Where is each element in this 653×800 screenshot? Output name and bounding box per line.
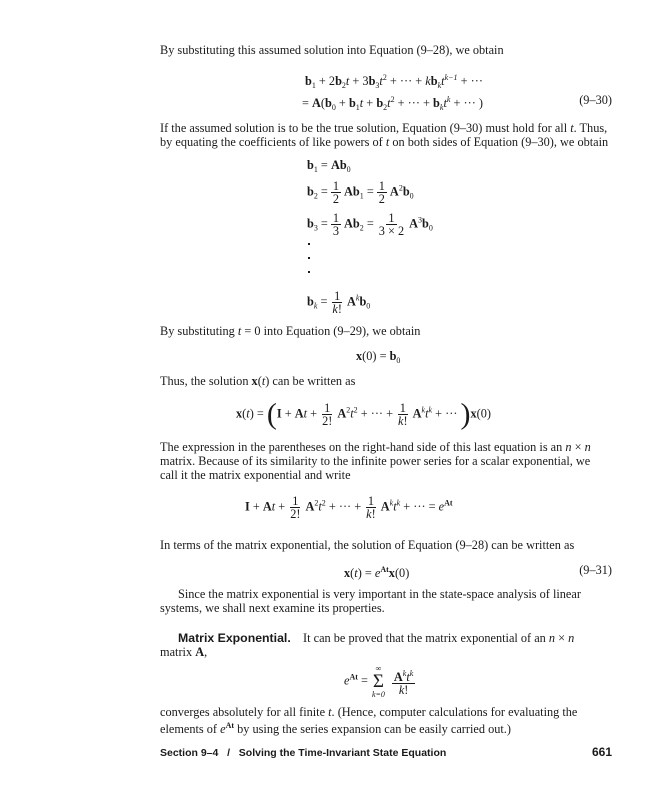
text-run: = (317, 158, 331, 172)
italic-symbol: t (237, 324, 242, 338)
text-run: + ··· + (386, 74, 426, 88)
denominator (288, 508, 302, 520)
italic-symbol: t (385, 135, 390, 149)
superscript: k (409, 668, 414, 678)
bold-symbol: A (344, 184, 353, 199)
text-run: ) = (249, 406, 267, 421)
text-run: ! (337, 302, 342, 316)
text-run: 2! (290, 507, 301, 521)
italic-symbol: k (332, 302, 338, 316)
equation-label: (9–31) (579, 563, 612, 577)
numerator (392, 668, 415, 684)
text-run: 3 (332, 224, 340, 238)
equation (245, 495, 453, 520)
text-run: 1 (332, 211, 340, 225)
denominator (377, 193, 387, 205)
equation-body (344, 566, 409, 580)
text-run: (0) (394, 566, 410, 580)
paragraph (160, 631, 612, 645)
summation (372, 664, 385, 699)
bold-symbol: b (352, 184, 360, 199)
italic-symbol: t (387, 96, 391, 110)
bold-symbol: A (380, 499, 390, 514)
subscript: 0 (346, 165, 351, 174)
paragraph (160, 374, 612, 388)
bold-symbol: b (422, 216, 429, 231)
bold-symbol: A (412, 406, 422, 421)
text-run: call it the matrix exponential and write (160, 468, 351, 482)
paragraph (160, 601, 612, 615)
paragraph (160, 440, 612, 454)
ellipsis-dot (308, 243, 310, 245)
italic-symbol: t (246, 406, 250, 421)
italic-symbol: t (443, 96, 447, 110)
superscript: 2 (382, 73, 387, 82)
superscript: k (421, 405, 426, 415)
bold-symbol: A (330, 158, 340, 172)
sum-upper: ∞ (375, 664, 382, 673)
text-run: = 0 into Equation (9–29), we obtain (241, 324, 421, 338)
text-run: × (571, 440, 585, 454)
text-run: 1 (292, 494, 299, 508)
paragraph (160, 587, 612, 601)
fraction (364, 495, 378, 520)
sum-lower: k=0 (371, 690, 385, 699)
text-run: ( (350, 566, 355, 580)
fraction (377, 212, 406, 237)
paragraph (160, 324, 612, 338)
subscript: 2 (359, 223, 364, 233)
paragraph (160, 705, 612, 719)
text-run: 2! (322, 414, 333, 428)
italic-symbol: n (568, 631, 575, 645)
bold-symbol: b (339, 158, 347, 172)
subscript: 1 (355, 103, 360, 112)
italic-symbol: t (318, 499, 322, 514)
superscript: k (355, 293, 360, 303)
text-run: by equating the coefficients of like powers of (160, 135, 386, 149)
text-run: converges absolutely for all finite (160, 705, 329, 719)
text-run: Thus, the solution (160, 374, 252, 388)
superscript: k (389, 498, 394, 508)
superscript: At (444, 498, 453, 508)
paragraph (160, 538, 612, 552)
ellipsis-dot (308, 271, 310, 273)
denominator (396, 415, 410, 427)
text-run: = (302, 96, 313, 110)
text-run: = (317, 184, 328, 199)
subscript: 1 (311, 81, 316, 90)
fraction (330, 290, 344, 315)
text-run: + 3 (349, 74, 369, 88)
bold-symbol: b (402, 184, 410, 199)
text-run: + (307, 406, 318, 421)
italic-symbol: t (359, 96, 364, 110)
bold-symbol: I (276, 406, 282, 421)
text-run: 1 (324, 401, 331, 415)
text-run: + ··· + (394, 96, 434, 110)
fraction (396, 402, 410, 427)
bold-symbol: A (344, 216, 353, 231)
denominator (320, 415, 334, 427)
italic-symbol: t (393, 499, 397, 514)
page-number: 661 (591, 745, 612, 759)
subscript: 0 (409, 191, 414, 201)
subscript: 2 (383, 103, 388, 112)
bold-symbol: b (376, 96, 384, 110)
subscript: 1 (359, 191, 364, 201)
bold-symbol: b (307, 216, 314, 231)
text-run: ! (371, 507, 376, 521)
bold-symbol: A (393, 669, 403, 684)
paragraph (160, 121, 612, 135)
text-run: ( (242, 406, 247, 421)
italic-symbol: e (374, 566, 381, 580)
text-run: If the assumed solution is to be the true solution, Equation (9–30) must hold for all (160, 121, 571, 135)
equation (307, 212, 433, 237)
text-run: + ··· (457, 74, 483, 88)
text-run: on both sides of Equation (9–30), we obtain (389, 135, 609, 149)
bold-symbol: x (470, 406, 477, 421)
superscript: 2 (390, 95, 395, 104)
text-run: . (Hence, computer calculations for evaluating the (331, 705, 578, 719)
text-run: ! (404, 682, 409, 697)
subscript: k (313, 301, 318, 311)
text-run: + (249, 499, 263, 514)
text-run: matrix. Because of its similarity to the infinite power series for a scalar exponential, we (160, 454, 591, 468)
superscript: 2 (321, 498, 326, 508)
text-run: systems, we shall next examine its properties. (160, 601, 385, 615)
text-run: . Thus, (573, 121, 608, 135)
bold-symbol: A (312, 96, 321, 110)
bold-symbol: b (368, 74, 376, 88)
parenthesis: ) (460, 397, 471, 431)
italic-symbol: t (261, 374, 266, 388)
text-run: 1 (399, 401, 406, 415)
text-run: + (275, 499, 286, 514)
parenthesis: ( (266, 397, 277, 431)
bold-symbol: A (195, 645, 205, 659)
denominator (331, 225, 341, 237)
italic-symbol: t (350, 406, 354, 421)
text-run: + ··· + (357, 406, 394, 421)
bold-symbol: A (294, 406, 304, 421)
sigma-symbol: Σ (372, 671, 384, 692)
bold-symbol: b (389, 349, 397, 363)
text-run: ! (403, 414, 408, 428)
equation-9-30 (302, 93, 612, 115)
equation (307, 290, 370, 315)
denominator (331, 193, 341, 205)
italic-symbol: n (565, 440, 572, 454)
subscript: k (437, 81, 442, 90)
subscript: 0 (428, 223, 433, 233)
subscript: 2 (341, 81, 346, 90)
bold-symbol: A (305, 499, 315, 514)
text-run: 1 (334, 289, 341, 303)
text-run: ) can be written as (265, 374, 356, 388)
superscript: k (428, 405, 433, 415)
text-run: 1 (367, 494, 375, 508)
superscript: At (349, 672, 358, 682)
text-run: ( (257, 374, 262, 388)
text-run: + ··· + (325, 499, 362, 514)
bold-symbol: b (352, 216, 360, 231)
subscript: 0 (396, 356, 401, 365)
text-run: 3 × 2 (378, 224, 405, 238)
text-run: + ··· (432, 406, 461, 421)
italic-symbol: k (425, 74, 431, 88)
italic-symbol: t (345, 74, 350, 88)
paragraph (160, 719, 612, 736)
equation-body (302, 96, 483, 110)
text-run: + (363, 96, 377, 110)
text-run: 1 (388, 211, 395, 225)
text-run: By substituting (160, 324, 238, 338)
paragraph (160, 645, 612, 659)
italic-symbol: k (398, 682, 405, 697)
italic-symbol: t (379, 74, 383, 88)
bold-symbol: b (430, 74, 438, 88)
bold-symbol: x (356, 349, 363, 363)
text-run: + 2 (315, 74, 336, 88)
subscript: 3 (313, 223, 318, 233)
text-run: The expression in the parentheses on the right-hand side of this last equation is an (160, 440, 566, 454)
superscript: k (402, 668, 407, 678)
text-run: (0) (476, 406, 492, 421)
italic-symbol: t (425, 406, 429, 421)
text-run: + (335, 96, 349, 110)
equation (307, 158, 351, 177)
text-run: elements of (160, 722, 221, 736)
italic-symbol: k (398, 414, 404, 428)
subscript: 0 (366, 301, 371, 311)
fraction (331, 212, 341, 237)
italic-symbol: e (438, 499, 445, 514)
text-run: = (317, 216, 328, 231)
paragraph (160, 43, 612, 57)
bold-symbol: b (348, 96, 356, 110)
bold-symbol: b (433, 96, 440, 110)
superscript: 2 (398, 183, 403, 193)
text-run: = (363, 184, 374, 199)
text-run: ( (320, 96, 326, 110)
italic-symbol: n (548, 631, 556, 645)
equation (307, 180, 414, 205)
equation-9-31 (344, 563, 612, 580)
paragraph (160, 468, 612, 482)
italic-symbol: t (406, 669, 410, 684)
text-run: (0) = (362, 349, 390, 363)
superscript: 3 (418, 215, 423, 225)
fraction (377, 180, 387, 205)
text-run: , (204, 645, 208, 659)
subscript: 1 (313, 165, 318, 174)
text-run: 2 (378, 192, 385, 206)
superscript: 2 (314, 498, 319, 508)
italic-symbol: n (584, 440, 591, 454)
bold-symbol: A (409, 216, 419, 231)
equation (305, 71, 483, 93)
equation (344, 664, 418, 699)
subscript: 3 (375, 81, 380, 90)
bold-symbol: b (305, 74, 312, 88)
text-run: = (357, 673, 368, 688)
text-run: + ··· ) (450, 96, 483, 110)
text-run: It can be proved that the matrix exponential of an (290, 631, 549, 645)
superscript: At (225, 721, 235, 730)
text-run: 2 (332, 192, 340, 206)
text-run: by using the series expansion can be easily carried out.) (234, 722, 511, 736)
superscript: At (380, 565, 389, 574)
superscript: 2 (353, 405, 358, 415)
superscript: k (396, 498, 401, 508)
bold-symbol: x (388, 566, 395, 580)
bold-symbol: I (245, 499, 250, 514)
text-run: 1 (378, 179, 385, 193)
text-run: Since the matrix exponential is very important in the state-space analysis of linear (178, 587, 581, 601)
italic-symbol: t (570, 121, 574, 135)
superscript: k (446, 95, 451, 104)
ellipsis-dot (308, 257, 310, 259)
superscript: 2 (346, 405, 351, 415)
fraction (288, 495, 302, 520)
text-run: By substituting this assumed solution into Equation (9–28), we obtain (160, 43, 504, 57)
italic-symbol: t (303, 406, 308, 421)
run-in-heading: Matrix Exponential. (178, 631, 291, 645)
bold-symbol: b (325, 96, 332, 110)
subscript: 0 (331, 103, 336, 112)
italic-symbol: e (220, 722, 226, 736)
bold-symbol: b (307, 294, 314, 309)
bold-symbol: x (251, 374, 258, 388)
text-run: 1 (332, 179, 340, 193)
text-run: In terms of the matrix exponential, the solution of Equation (9–28) can be written as (160, 538, 575, 552)
subscript: k (439, 103, 444, 112)
bold-symbol: A (262, 499, 272, 514)
bold-symbol: x (344, 566, 351, 580)
text-run: ) = (357, 566, 375, 580)
text-run: + ··· = (400, 499, 439, 514)
bold-symbol: b (307, 158, 314, 172)
italic-symbol: t (354, 566, 358, 580)
equation (236, 397, 492, 431)
denominator (364, 508, 378, 520)
fraction (392, 668, 415, 696)
bold-symbol: b (307, 184, 314, 199)
equation-label: (9–30) (579, 93, 612, 107)
fraction (331, 180, 341, 205)
italic-symbol: t (441, 74, 445, 88)
denominator (397, 684, 411, 696)
bold-symbol: A (337, 406, 347, 421)
paragraph (160, 135, 612, 149)
bold-symbol: b (359, 294, 367, 309)
bold-symbol: A (389, 184, 399, 199)
bold-symbol: b (335, 74, 342, 88)
text-run: = (317, 294, 328, 309)
fraction (320, 402, 334, 427)
superscript: k−1 (444, 73, 458, 82)
paragraph (160, 454, 612, 468)
denominator (377, 225, 406, 237)
subscript: 2 (313, 191, 318, 201)
text-run: matrix (160, 645, 196, 659)
equation (356, 349, 400, 368)
italic-symbol: t (328, 705, 332, 719)
text-run: + (281, 406, 295, 421)
italic-symbol: t (271, 499, 276, 514)
bold-symbol: x (236, 406, 243, 421)
text-run: = (363, 216, 374, 231)
italic-symbol: e (344, 673, 350, 688)
footer-section: Section 9–4 / Solving the Time-Invariant State Equation (160, 747, 447, 759)
italic-symbol: k (366, 507, 372, 521)
text-run: × (555, 631, 569, 645)
bold-symbol: A (347, 294, 356, 309)
denominator (330, 303, 344, 315)
